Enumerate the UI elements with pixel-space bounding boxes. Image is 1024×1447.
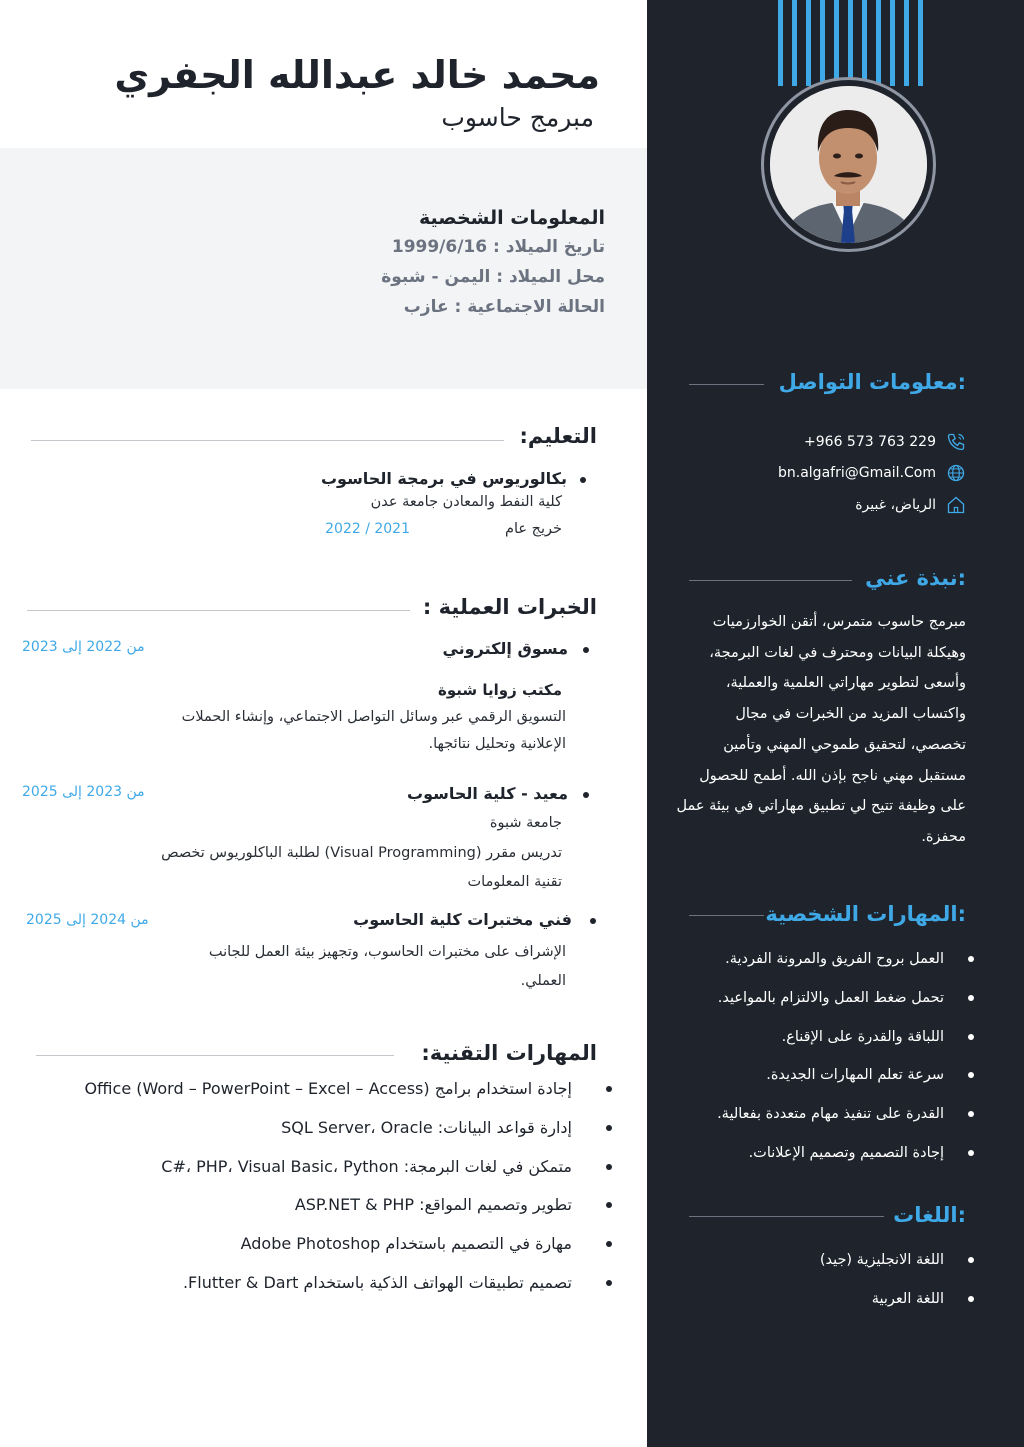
list-item: تطوير وتصميم المواقع: ASP.NET & PHP (30, 1186, 612, 1225)
birth-date: تاريخ الميلاد : 1999/6/16 (391, 237, 605, 257)
contact-title: معلومات التواصل: (778, 370, 966, 394)
experience-description: الإعلانية وتحليل نتائجها. (428, 736, 566, 752)
birth-place: محل الميلاد : اليمن - شبوة (381, 267, 605, 287)
list-item: إجادة استخدام برامج (Word – PowerPoint – Excel – Access) Office (30, 1070, 612, 1109)
email-address: bn.algafri@Gmail.Com (778, 465, 936, 481)
experience-company: جامعة شبوة (489, 815, 562, 831)
experience-date: من 2023 إلى 2025 (22, 784, 145, 800)
experience-company: مكتب زوايا شبوة (438, 681, 562, 699)
list-item: متمكن في لغات البرمجة: C#، PHP، Visual Basic، Python (30, 1148, 612, 1187)
list-item: اللغة العربية (676, 1280, 974, 1319)
list-item: مهارة في التصميم باستخدام Adobe Photoshop (30, 1225, 612, 1264)
bullet (580, 477, 586, 483)
technical-skills-divider (36, 1055, 394, 1056)
languages-list (676, 1241, 974, 1319)
contact-phone[interactable] (804, 431, 966, 453)
technical-skills-list (30, 1070, 612, 1303)
list-item: تصميم تطبيقات الهواتف الذكية باستخدام Flutter & Dart. (30, 1264, 612, 1303)
education-title: التعليم: (519, 424, 597, 448)
experience-description: تقنية المعلومات (467, 874, 562, 890)
list-item: اللغة الانجليزية (جيد) (676, 1241, 974, 1280)
experience-divider (27, 610, 410, 611)
about-title-divider (689, 580, 852, 581)
technical-skills-title: المهارات التقنية: (421, 1041, 597, 1065)
job-title: مبرمج حاسوب (441, 103, 594, 132)
graduation-label: خريج عام (504, 521, 562, 537)
list-item: العمل بروح الفريق والمرونة الفردية. (676, 940, 974, 979)
experience-date: من 2024 إلى 2025 (26, 912, 149, 928)
graduation-years: 2022 / 2021 (325, 521, 410, 537)
bullet (583, 647, 589, 653)
profile-photo (761, 77, 936, 252)
experience-role: مسوق إلكتروني (442, 639, 568, 658)
decorative-stripes (778, 0, 923, 86)
experience-role: فني مختبرات كلية الحاسوب (353, 910, 572, 929)
contact-title-divider (689, 384, 764, 385)
education-divider (31, 440, 504, 441)
experience-description: العملي. (520, 973, 566, 989)
experience-description: تدريس مقرر (Visual Programming) لطلبة الباكلوريوس تخصص (161, 845, 562, 861)
list-item: تحمل ضغط العمل والالتزام بالمواعيد. (676, 979, 974, 1018)
languages-divider (689, 1216, 884, 1217)
education-institution: كلية النفط والمعادن جامعة عدن (370, 494, 562, 510)
list-item: إدارة قواعد البيانات: SQL Server، Oracle (30, 1109, 612, 1148)
globe-icon (946, 463, 966, 483)
experience-role: معيد - كلية الحاسوب (406, 784, 568, 803)
marital-status: الحالة الاجتماعية : عازب (403, 297, 605, 317)
personal-info-title: المعلومات الشخصية (418, 207, 605, 229)
about-title: نبذة عني: (865, 566, 966, 590)
address-text: الرياض، غبيرة (855, 497, 936, 513)
education-degree: بكالوريوس في برمجة الحاسوب (320, 469, 567, 488)
experience-description: الإشراف على مختبرات الحاسوب، وتجهيز بيئة العمل للجانب (208, 944, 566, 960)
phone-icon (946, 432, 966, 452)
personal-skills-divider (689, 915, 764, 916)
about-text: مبرمج حاسوب متمرس، أتقن الخوارزميات وهيكلة البيانات ومحترف في لغات البرمجة، وأسعى لتطوير مهاراتي العلمية والعملية، واكتساب المزيد من الخبرات في مجال تخصصي، لتحقيق طموحي المهني وتأمين مستقبل مهني ناجح بإذن الله. أطمح للحصول على وظيفة تتيح لي تطبيق مهاراتي في بيئة عمل محفزة. (676, 614, 966, 845)
phone-number: +966 573 763 229 (804, 434, 936, 450)
languages-title: اللغات: (893, 1203, 966, 1227)
list-item: اللباقة والقدرة على الإقناع. (676, 1018, 974, 1057)
personal-skills-title: المهارات الشخصية: (765, 902, 966, 926)
home-icon (946, 495, 966, 515)
list-item: القدرة على تنفيذ مهام متعددة بفعالية. (676, 1095, 974, 1134)
bullet (590, 918, 596, 924)
experience-description: التسويق الرقمي عبر وسائل التواصل الاجتماعي، وإنشاء الحملات (181, 709, 566, 725)
person-name: محمد خالد عبدالله الجفري (114, 53, 600, 97)
bullet (583, 792, 589, 798)
person-portrait-icon (770, 86, 927, 243)
contact-email[interactable] (778, 462, 966, 484)
personal-skills-list (676, 940, 974, 1173)
experience-title: الخبرات العملية : (422, 595, 597, 619)
list-item: سرعة تعلم المهارات الجديدة. (676, 1056, 974, 1095)
list-item: إجادة التصميم وتصميم الإعلانات. (676, 1134, 974, 1173)
experience-date: من 2022 إلى 2023 (22, 639, 145, 655)
contact-address (855, 494, 966, 516)
